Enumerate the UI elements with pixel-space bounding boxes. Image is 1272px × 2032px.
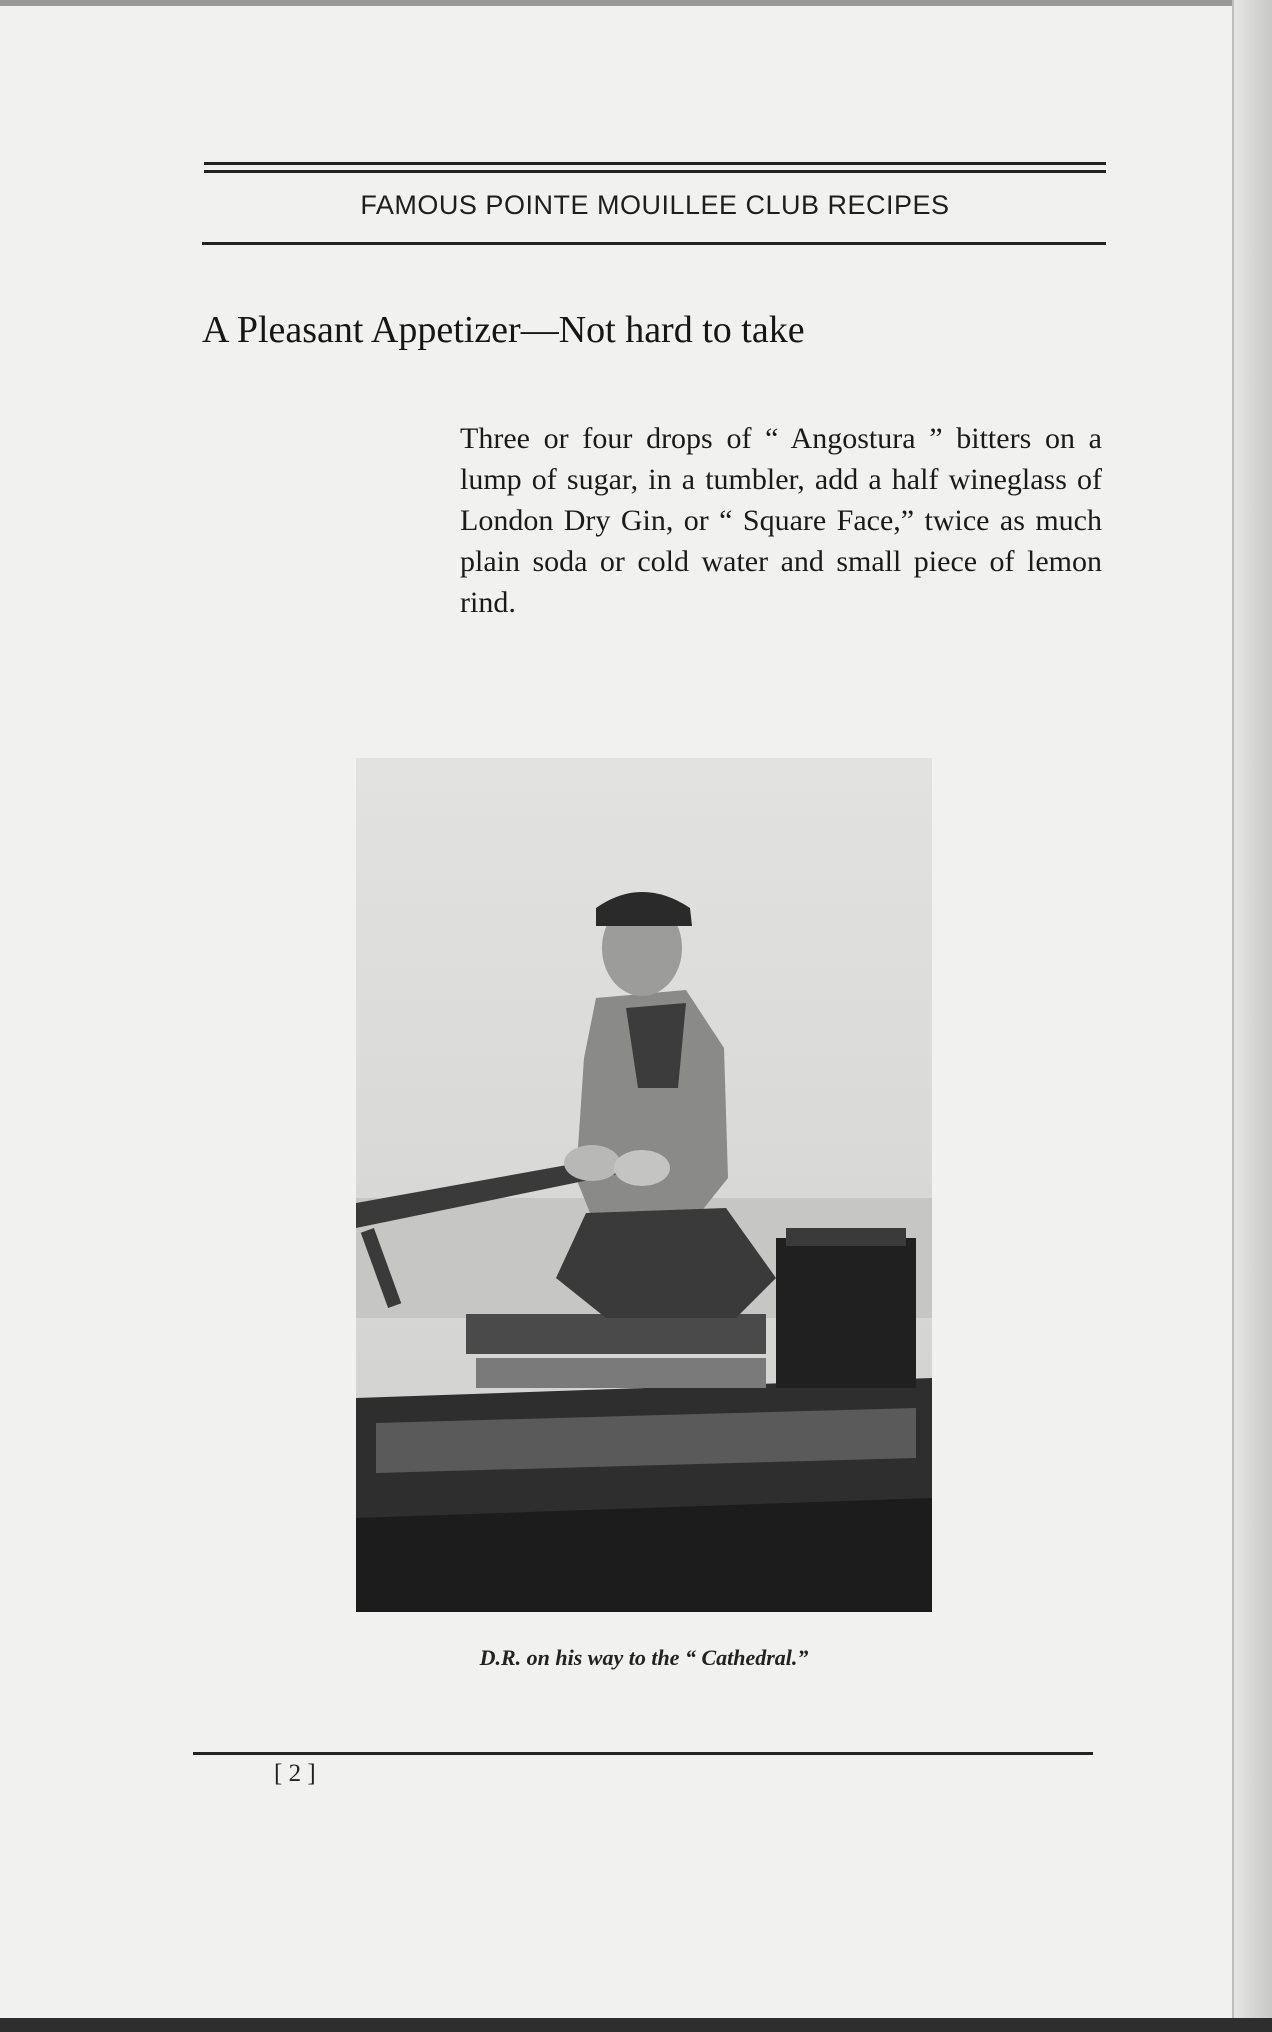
running-header: FAMOUS POINTE MOUILLEE CLUB RECIPES [360, 190, 950, 220]
photo-caption: D.R. on his way to the “ Cathedral.” [479, 1645, 809, 1670]
page-top-edge [0, 0, 1272, 6]
page-number: [ 2 ] [274, 1760, 316, 1787]
header-rule-1 [204, 162, 1106, 165]
photograph-man-rowing-boat [356, 758, 932, 1612]
page-bottom-edge [0, 2018, 1272, 2032]
recipe-heading: A Pleasant Appetizer—Not hard to take [202, 309, 805, 351]
header-bottom-rule [202, 242, 1106, 245]
page-right-edge [1232, 0, 1272, 2032]
footer-rule [193, 1752, 1093, 1755]
header-rule-2 [204, 170, 1106, 173]
recipe-body: Three or four drops of “ Angostura ” bitters on a lump of sugar, in a tumbler, add a half wineglass of London Dry Gin, or “ Square Face,” twice as much plain soda or cold water and small piece of lemon rind. [460, 422, 1102, 619]
header-double-rule [204, 162, 1106, 178]
